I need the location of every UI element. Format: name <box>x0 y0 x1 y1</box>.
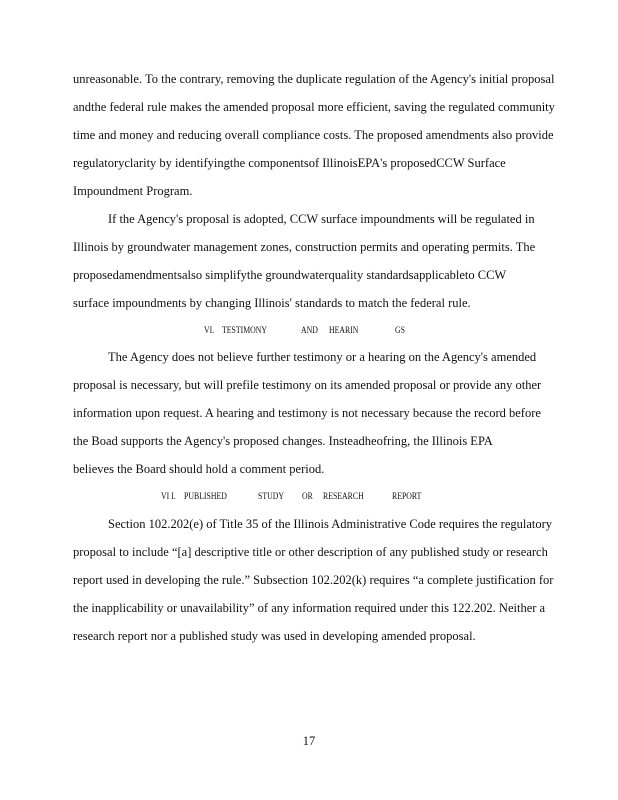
heading-vii-word-1: PUBLISHED <box>184 492 227 502</box>
paragraph-3-line-2: proposal is necessary, but will prefile testimony on its amended proposal or provide any other <box>73 378 542 392</box>
heading-vi-word-2: AND <box>301 326 318 336</box>
paragraph-3-line-1: The Agency does not believe further testimony or a hearing on the Agency's amended <box>108 350 537 364</box>
heading-vii-word-3: OR <box>302 492 313 502</box>
page-number: 17 <box>302 734 316 748</box>
paragraph-2-line-3: proposedamendmentsalso simplifythe groundwaterquality standardsapplicableto CCW <box>73 268 507 282</box>
heading-vii-word-2: STUDY <box>258 492 284 502</box>
paragraph-3-line-4: the Boad supports the Agency's proposed changes. Insteadheofring, the Illinois EPA <box>73 434 493 448</box>
paragraph-1-line-1: unreasonable. To the contrary, removing the duplicate regulation of the Agency's initial proposal <box>73 72 555 86</box>
heading-vi-word-3: HEARIN <box>329 326 359 336</box>
paragraph-4-line-5: research report nor a published study was used in developing amended proposal. <box>73 629 476 643</box>
paragraph-4-line-3: report used in developing the rule.” Subsection 102.202(k) requires “a complete justification for <box>73 573 554 587</box>
paragraph-1-line-4: regulatoryclarity by identifyingthe componentsof IllinoisEPA's proposedCCW Surface <box>73 156 506 170</box>
heading-vi-word-1: TESTIMONY <box>222 326 268 336</box>
heading-vi-word-4: GS <box>395 326 405 336</box>
heading-vii-number: VI I. <box>161 492 176 502</box>
paragraph-4-line-4: the inapplicability or unavailability” of any information required under this 122.202. Neither a <box>73 601 546 615</box>
paragraph-1-line-2: andthe federal rule makes the amended proposal more efficient, saving the regulated community <box>73 100 555 114</box>
heading-vi-number: VI. <box>204 326 215 336</box>
paragraph-4-line-2: proposal to include “[a] descriptive title or other description of any published study or research <box>73 545 548 559</box>
paragraph-2-line-2: Illinois by groundwater management zones, construction permits and operating permits. The <box>73 240 536 254</box>
heading-vii-word-5: REPORT <box>392 492 422 502</box>
heading-vii-word-4: RESEARCH <box>323 492 364 502</box>
paragraph-3-line-3: information upon request. A hearing and testimony is not necessary because the record before <box>73 406 541 420</box>
paragraph-2-line-1: If the Agency's proposal is adopted, CCW surface impoundments will be regulated in <box>108 212 535 226</box>
paragraph-3-line-5: believes the Board should hold a comment period. <box>73 462 325 476</box>
paragraph-1-line-5: Impoundment Program. <box>73 184 193 198</box>
paragraph-1-line-3: time and money and reducing overall compliance costs. The proposed amendments also provide <box>73 128 554 142</box>
paragraph-2-line-4: surface impoundments by changing Illinois' standards to match the federal rule. <box>73 296 471 310</box>
paragraph-4-line-1: Section 102.202(e) of Title 35 of the Illinois Administrative Code requires the regulatory <box>108 517 553 531</box>
